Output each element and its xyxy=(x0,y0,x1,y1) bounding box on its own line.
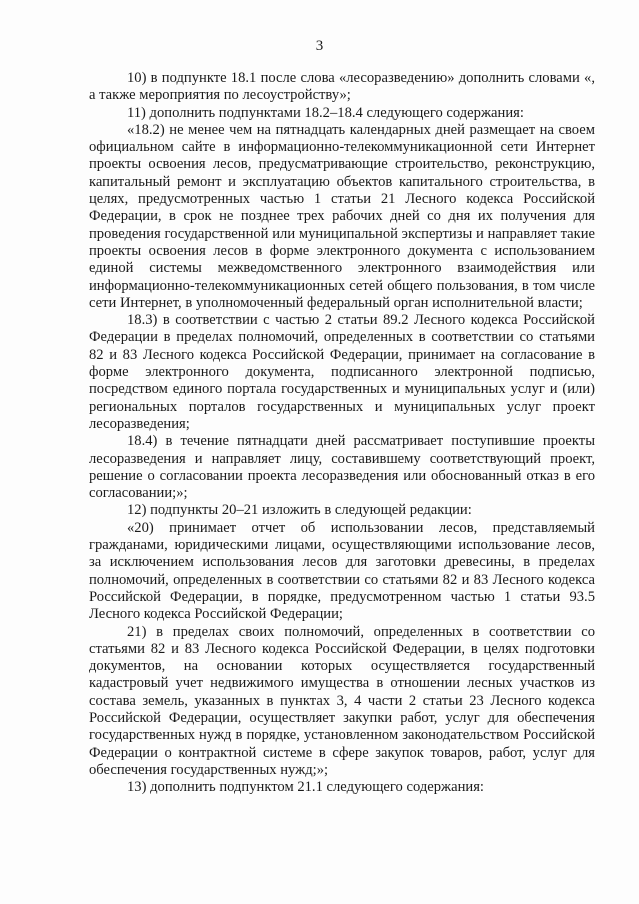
paragraph-item-12: 12) подпункты 20–21 изложить в следующей редакции: xyxy=(127,502,472,519)
paragraph-subitem-21: 21) в пределах своих полномочий, определенных в соответствии со статьями 82 и 83 Лесного кодекса Российской Федерации, в целях подготовки документов, на основании которых осуществляется государственный кадастровый учет недвижимого имущества в отношении лесных участков из состава земель, указанных в пунктах 3, 4 части 2 статьи 23 Лесного кодекса Российской Федерации, осуществляет закупки работ, услуг для обеспечения государственных нужд в порядке, установленном законодательством Российской Федерации о контрактной системе в сфере закупок товаров, работ, услуг для обеспечения государственных нужд;»; xyxy=(89,623,595,778)
paragraph-subitem-18-2: «18.2) не менее чем на пятнадцать календарных дней размещает на своем официальном сайте в информационно-телекоммуникационной сети Интернет проекты освоения лесов, предусматривающие строительство, реконструкцию, капитальный ремонт и эксплуатацию объектов капитального строительства, в целях, предусмотренных частью 1 статьи 21 Лесного кодекса Российской Федерации, в срок не позднее трех рабочих дней со дня их получения для проведения государственной или муниципальной экспертизы и направляет такие проекты освоения лесов в форме электронного документа с использованием единой системы межведомственного электронного взаимодействия или информационно-телекоммуникационных сетей общего пользования, в том числе сети Интернет, в уполномоченный федеральный орган исполнительной власти; xyxy=(89,121,595,311)
paragraph-subitem-18-3: 18.3) в соответствии с частью 2 статьи 89.2 Лесного кодекса Российской Федерации в пределах полномочий, определенных в соответствии со статьями 82 и 83 Лесного кодекса Российской Федерации, принимает на согласование в форме электронного документа, подписанного электронной подписью, посредством единого портала государственных и муниципальных услуг и (или) региональных порталов государственных и муниципальных услуг проект лесоразведения; xyxy=(89,312,595,432)
paragraph-item-13: 13) дополнить подпунктом 21.1 следующего содержания: xyxy=(127,779,484,796)
paragraph-subitem-18-4: 18.4) в течение пятнадцати дней рассматривает поступившие проекты лесоразведения и направляет лицу, составившему соответствующий проект, решение о согласовании проекта лесоразведения или обоснованный отказ в его согласовании;»; xyxy=(89,433,595,502)
paragraph-item-10: 10) в подпункте 18.1 после слова «лесоразведению» дополнить словами «, а также мероприятия по лесоустройству»; xyxy=(89,70,595,104)
page-number: 3 xyxy=(315,38,324,54)
paragraph-item-11: 11) дополнить подпунктами 18.2–18.4 следующего содержания: xyxy=(127,104,524,121)
paragraph-subitem-20: «20) принимает отчет об использовании лесов, представляемый гражданами, юридическими лицами, осуществляющими использование лесов, за исключением использования лесов для заготовки древесины, в пределах полномочий, определенных в соответствии со статьями 82 и 83 Лесного кодекса Российской Федерации, в порядке, предусмотренном частью 1 статьи 93.5 Лесного кодекса Российской Федерации; xyxy=(89,519,595,623)
document-body xyxy=(89,70,595,796)
